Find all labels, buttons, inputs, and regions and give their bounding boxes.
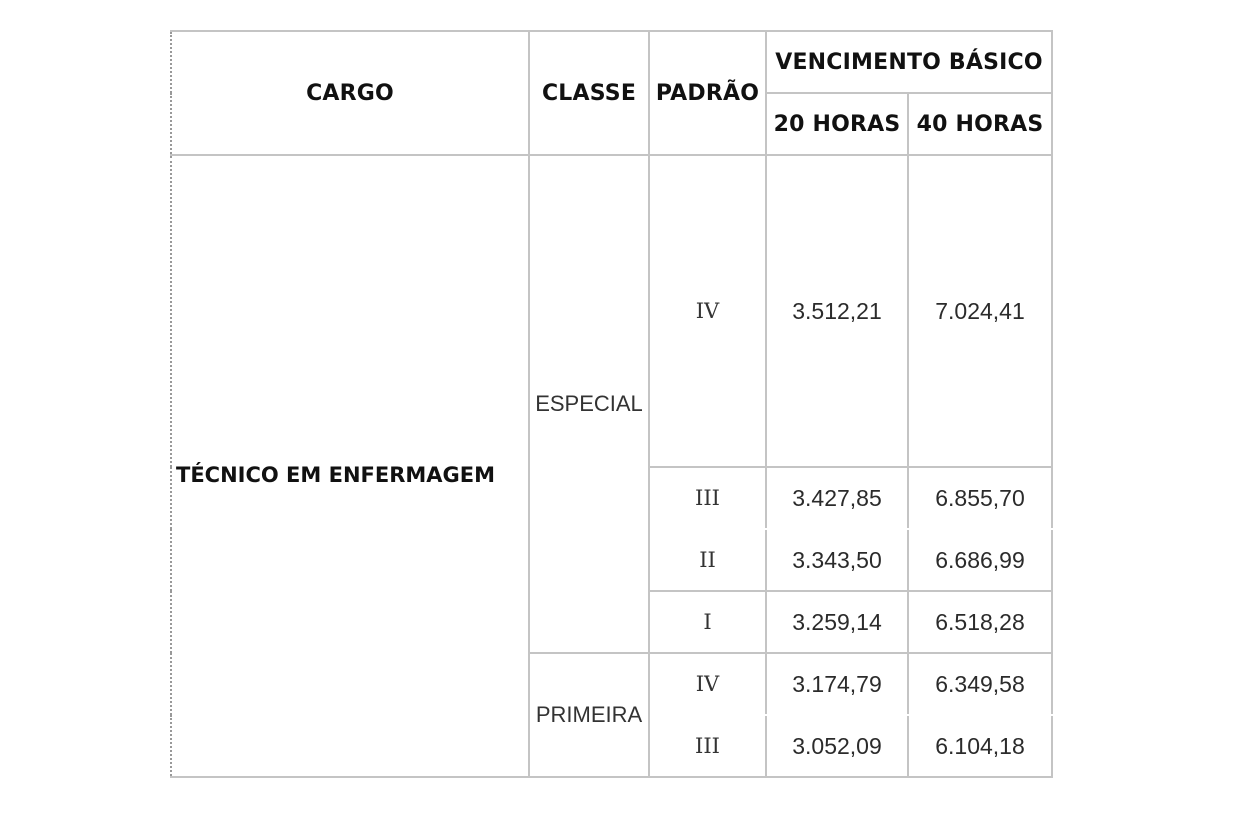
header-padrao: PADRÃO <box>649 31 766 155</box>
value-40h-cell: 6.855,70 <box>908 467 1052 529</box>
padrao-cell: III <box>649 715 766 777</box>
table-row <box>171 155 1052 467</box>
value-40h-cell: 7.024,41 <box>908 155 1052 467</box>
classe-cell-primeira: PRIMEIRA <box>529 653 649 777</box>
value-40h-cell: 6.104,18 <box>908 715 1052 777</box>
value-20h-cell: 3.052,09 <box>766 715 908 777</box>
value-40h-cell: 6.349,58 <box>908 653 1052 715</box>
padrao-cell: II <box>649 529 766 591</box>
value-40h-cell: 6.518,28 <box>908 591 1052 653</box>
classe-cell-especial: ESPECIAL <box>529 155 649 653</box>
padrao-cell: I <box>649 591 766 653</box>
salary-table <box>170 30 1053 778</box>
header-row-1 <box>171 31 1052 93</box>
padrao-cell: IV <box>649 155 766 467</box>
header-40-horas: 40 HORAS <box>908 93 1052 155</box>
padrao-cell: IV <box>649 653 766 715</box>
padrao-cell: III <box>649 467 766 529</box>
value-20h-cell: 3.427,85 <box>766 467 908 529</box>
value-20h-cell: 3.343,50 <box>766 529 908 591</box>
value-20h-cell: 3.174,79 <box>766 653 908 715</box>
header-cargo: CARGO <box>171 31 529 155</box>
header-20-horas: 20 HORAS <box>766 93 908 155</box>
cargo-cell: TÉCNICO EM ENFERMAGEM <box>171 155 529 777</box>
value-20h-cell: 3.259,14 <box>766 591 908 653</box>
value-40h-cell: 6.686,99 <box>908 529 1052 591</box>
header-classe: CLASSE <box>529 31 649 155</box>
header-vencimento-basico: VENCIMENTO BÁSICO <box>766 31 1052 93</box>
value-20h-cell: 3.512,21 <box>766 155 908 467</box>
